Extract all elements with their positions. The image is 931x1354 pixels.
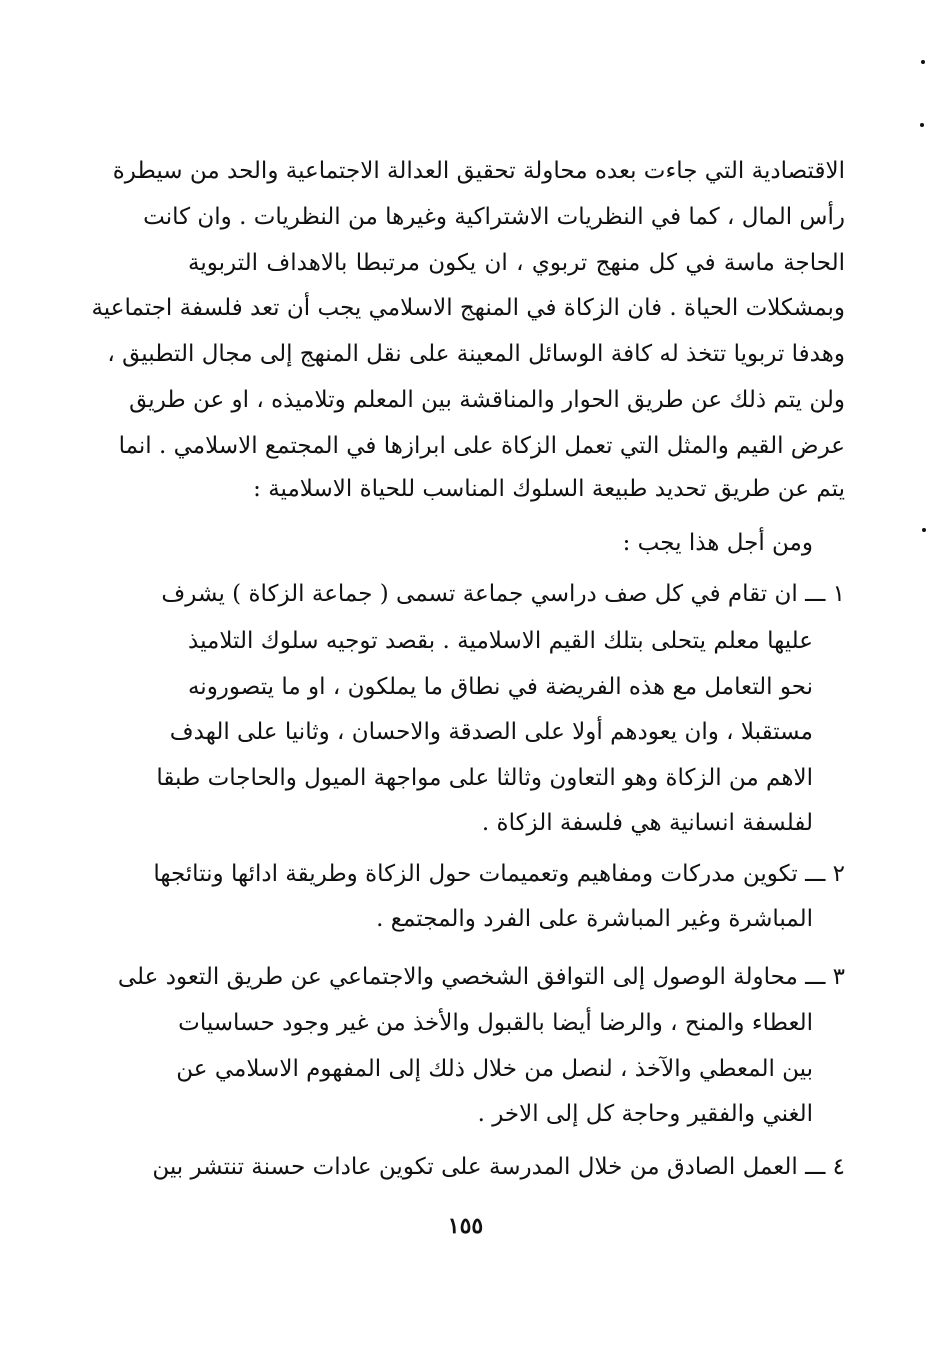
intro-line: ومن أجل هذا يجب :	[622, 530, 813, 556]
text-line: يتم عن طريق تحديد طبيعة السلوك المناسب للحياة الاسلامية :	[253, 476, 845, 502]
text-line: وهدفا تربويا تتخذ له كافة الوسائل المعينة على نقل المنهج إلى مجال التطبيق ،	[107, 341, 845, 367]
scan-speck	[920, 123, 924, 127]
list-item-line: بين المعطي والآخذ ، لنصل من خلال ذلك إلى المفهوم الاسلامي عن	[176, 1056, 813, 1082]
text-line: الاقتصادية التي جاءت بعده محاولة تحقيق العدالة الاجتماعية والحد من سيطرة	[112, 158, 845, 184]
list-item-line: مستقبلا ، وان يعودهم أولا على الصدقة والاحسان ، وثانيا على الهدف	[169, 719, 813, 745]
list-item-line: العطاء والمنح ، والرضا أيضا بالقبول والأخذ من غير وجود حساسيات	[178, 1010, 813, 1036]
list-item-line: ٤ ـــ العمل الصادق من خلال المدرسة على تكوين عادات حسنة تنتشر بين	[152, 1154, 845, 1180]
text-line: رأس المال ، كما في النظريات الاشتراكية وغيرها من النظريات . وان كانت	[143, 204, 845, 230]
page-number: ١٥٥	[447, 1213, 484, 1239]
text-line: الحاجة ماسة في كل منهج تربوي ، ان يكون مرتبطا بالاهداف التربوية	[188, 250, 845, 276]
text-line: ولن يتم ذلك عن طريق الحوار والمناقشة بين المعلم وتلاميذه ، او عن طريق	[129, 387, 845, 413]
list-item-line: الاهم من الزكاة وهو التعاون وثالثا على مواجهة الميول والحاجات طبقا	[156, 765, 813, 791]
list-item-line: لفلسفة انسانية هي فلسفة الزكاة .	[481, 810, 813, 836]
list-item-line: ٢ ـــ تكوين مدركات ومفاهيم وتعميمات حول الزكاة وطريقة ادائها ونتائجها	[153, 861, 845, 887]
list-item-line: الغني والفقير وحاجة كل إلى الاخر .	[477, 1101, 813, 1127]
list-item-line: عليها معلم يتحلى بتلك القيم الاسلامية . بقصد توجيه سلوك التلاميذ	[188, 628, 813, 654]
scan-speck	[922, 528, 926, 532]
list-item-line: ٣ ـــ محاولة الوصول إلى التوافق الشخصي والاجتماعي عن طريق التعود على	[117, 964, 845, 990]
list-item-line: ١ ـــ ان تقام في كل صف دراسي جماعة تسمى ( جماعة الزكاة ) يشرف	[161, 581, 845, 607]
scan-speck	[921, 60, 925, 64]
list-item-line: المباشرة وغير المباشرة على الفرد والمجتمع .	[376, 906, 813, 932]
text-line: وبمشكلات الحياة . فان الزكاة في المنهج الاسلامي يجب أن تعد فلسفة اجتماعية	[91, 295, 845, 321]
list-item-line: نحو التعامل مع هذه الفريضة في نطاق ما يملكون ، او ما يتصورونه	[187, 674, 813, 700]
text-line: عرض القيم والمثل التي تعمل الزكاة على ابرازها في المجتمع الاسلامي . انما	[118, 433, 845, 459]
